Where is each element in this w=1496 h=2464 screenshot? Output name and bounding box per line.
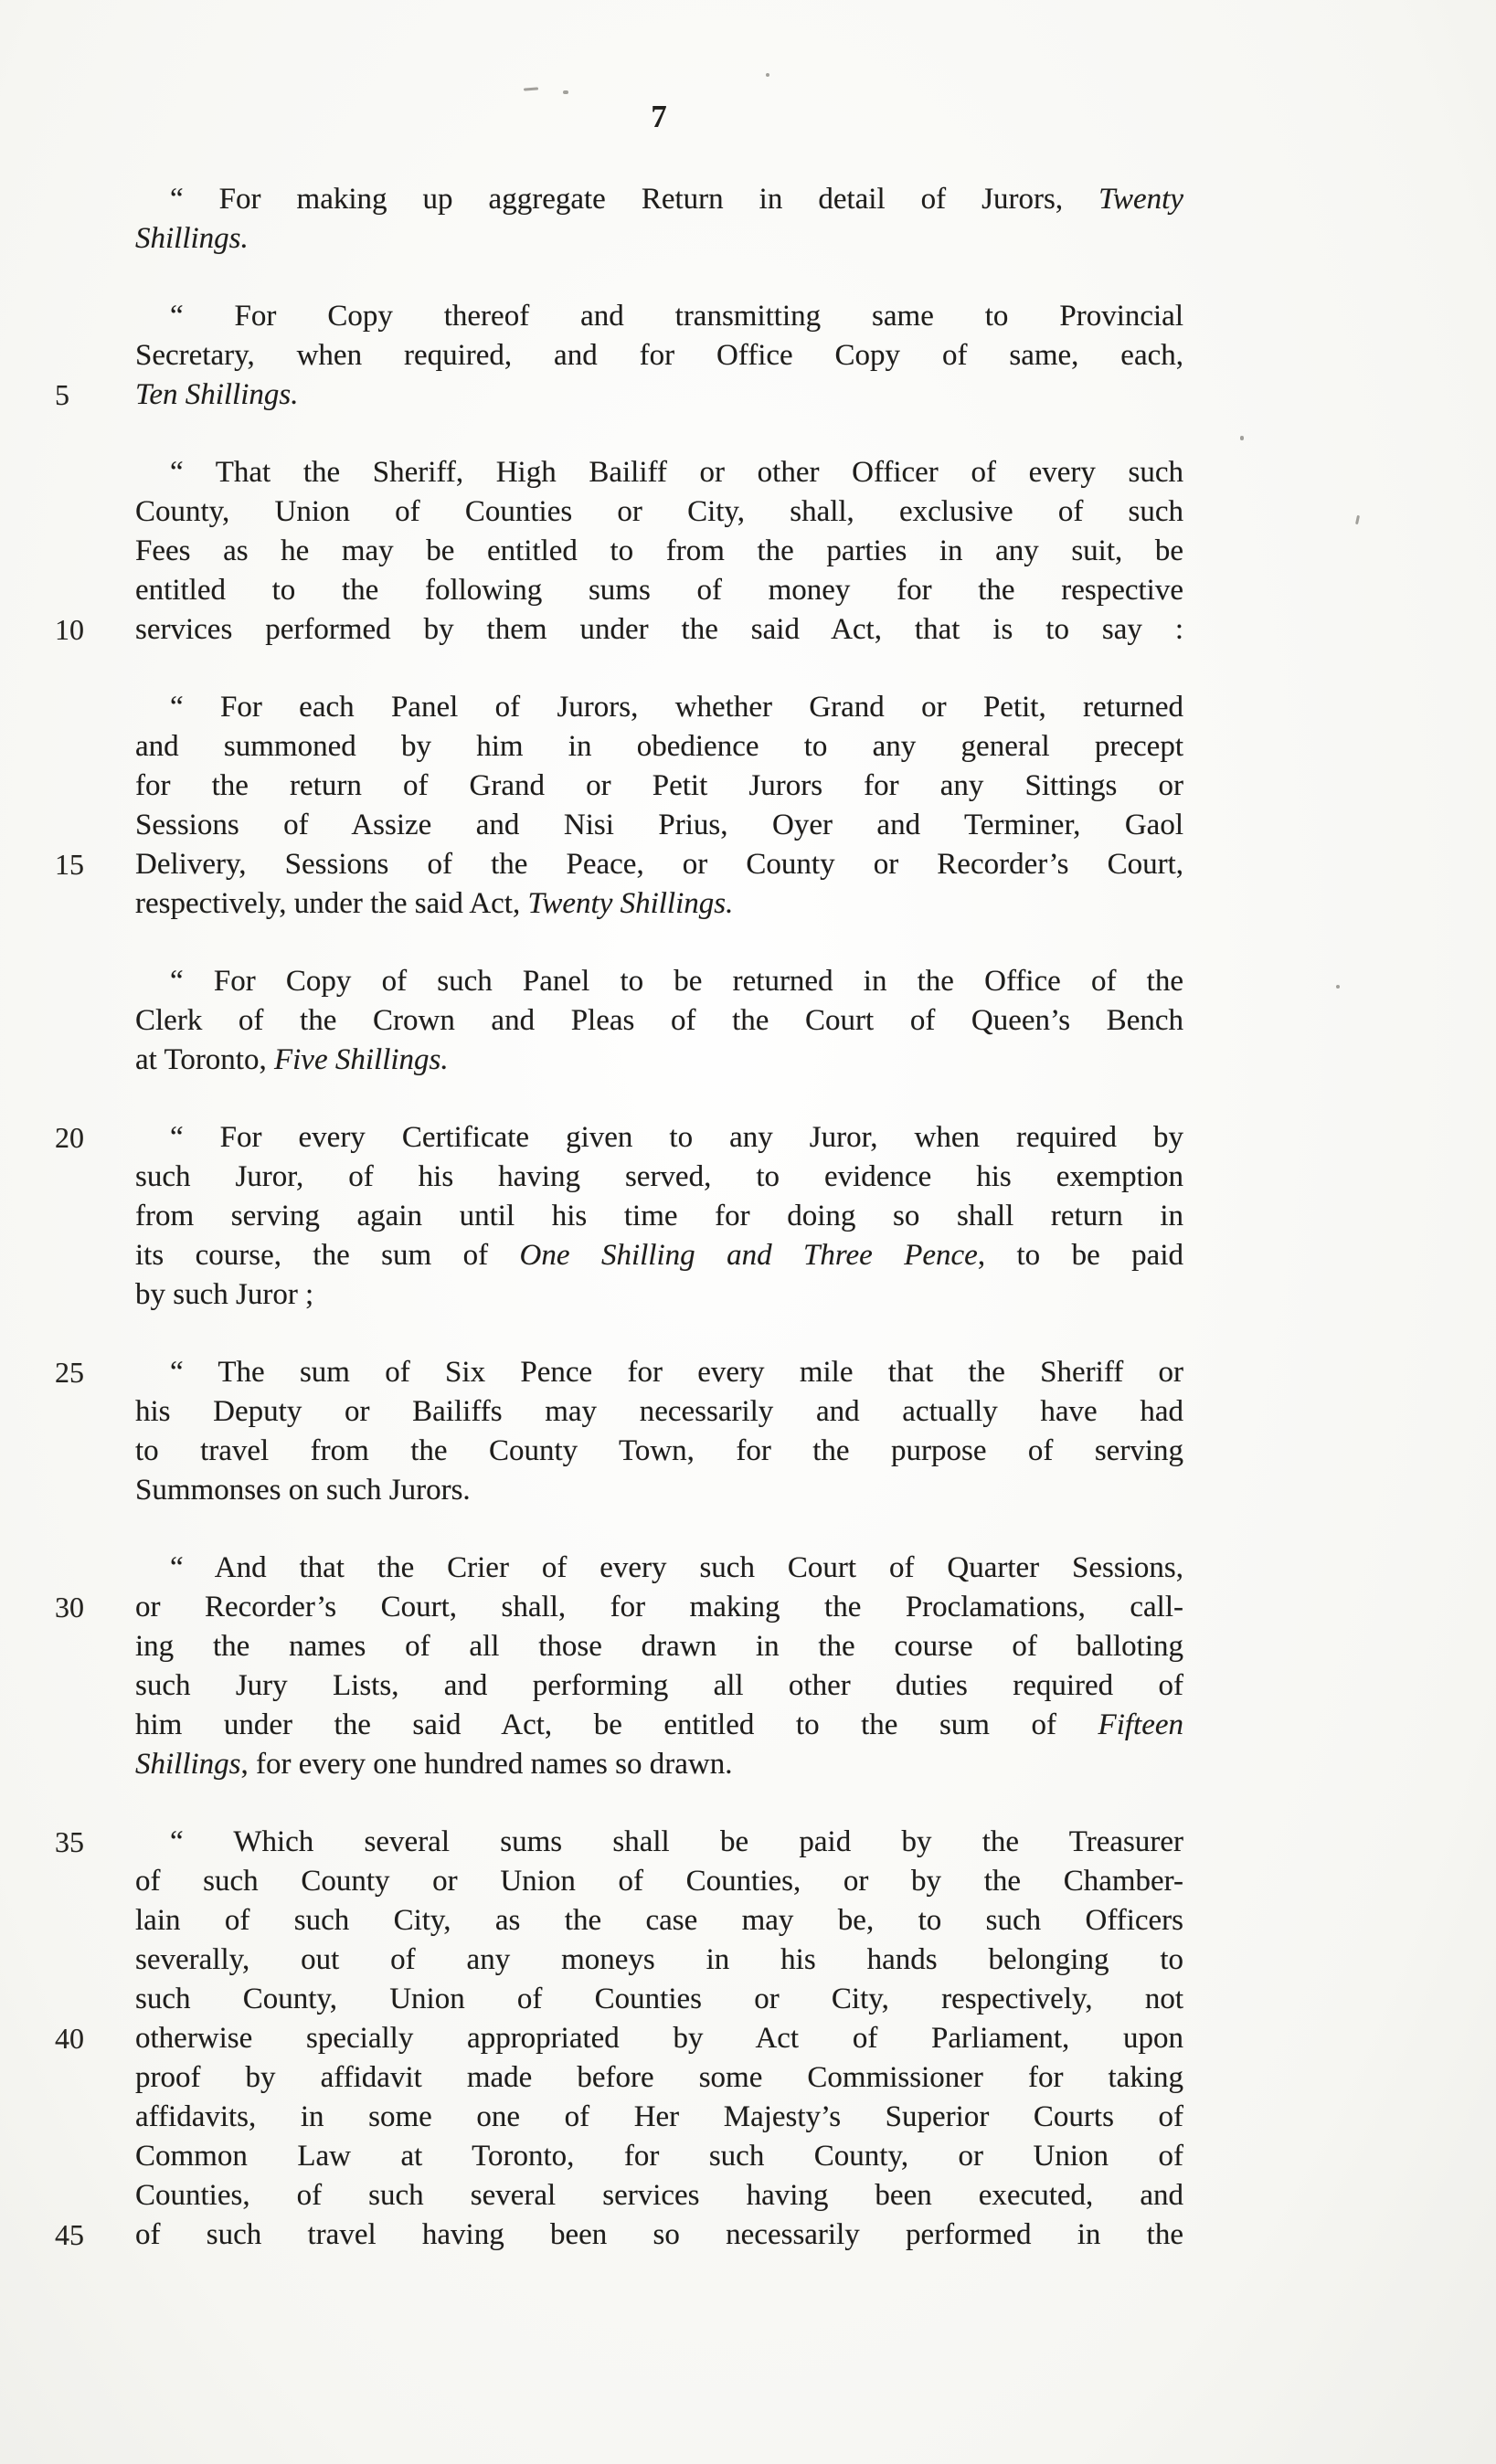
text-line	[135, 180, 1183, 219]
scan-artifact	[563, 90, 568, 94]
text-line	[135, 453, 1183, 492]
text-segment: “ For Copy thereof and transmitting same to Provincial	[170, 300, 1183, 333]
paragraph	[135, 180, 1183, 259]
scan-artifact	[524, 87, 538, 90]
text-line	[135, 688, 1183, 727]
text-segment: its course, the sum of	[135, 1239, 520, 1272]
text-line	[135, 1941, 1183, 1980]
text-segment: “ The sum of Six Pence for every mile that the Sheriff or	[170, 1356, 1183, 1389]
text-segment: Secretary, when required, and for Office Copy of same, each,	[135, 339, 1183, 372]
text-line	[135, 884, 1183, 924]
text-line	[135, 1001, 1183, 1041]
text-line	[135, 1549, 1183, 1588]
paragraph	[55, 297, 1183, 415]
text-line	[135, 767, 1183, 806]
text-line	[135, 1901, 1183, 1941]
text-segment: lain of such City, as the case may be, to such Officers	[135, 1904, 1183, 1937]
text-segment: Summonses on such Jurors.	[135, 1474, 471, 1507]
text-segment: him under the said Act, be entitled to the sum of	[135, 1708, 1098, 1741]
page-number: 7	[651, 99, 668, 134]
scan-artifact	[1355, 515, 1360, 524]
text-segment: Delivery, Sessions of the Peace, or County or Recorder’s Court,	[135, 848, 1183, 881]
text-segment: respectively, under the said Act,	[135, 887, 528, 920]
text-line	[55, 845, 1183, 884]
text-line	[135, 1158, 1183, 1197]
text-segment: at Toronto,	[135, 1043, 274, 1076]
text-line	[135, 1980, 1183, 2019]
text-segment: “ And that the Crier of every such Court of Quarter Sessions,	[170, 1551, 1183, 1584]
text-segment: Common Law at Toronto, for such County, or Union of	[135, 2140, 1183, 2173]
margin-line-number: 40	[55, 2022, 84, 2055]
text-segment: Clerk of the Crown and Pleas of the Court of Queen’s Bench	[135, 1004, 1183, 1037]
scan-artifact	[1240, 436, 1244, 440]
paragraph	[135, 962, 1183, 1080]
text-line	[55, 1353, 1183, 1392]
text-line	[135, 219, 1183, 259]
text-segment: from serving again until his time for doing so shall return in	[135, 1200, 1183, 1232]
margin-line-number: 5	[55, 378, 69, 411]
text-line	[135, 962, 1183, 1001]
text-line	[135, 1432, 1183, 1471]
text-segment: ing the names of all those drawn in the course of balloting	[135, 1630, 1183, 1663]
text-segment: his Deputy or Bailiffs may necessarily and actually have had	[135, 1395, 1183, 1428]
text-line	[135, 1666, 1183, 1706]
text-segment: services performed by them under the said Act, that is to say :	[135, 613, 1183, 646]
italic-text-segment: Shillings.	[135, 222, 249, 255]
text-segment: Sessions of Assize and Nisi Prius, Oyer and Terminer, Gaol	[135, 809, 1183, 841]
text-line	[135, 492, 1183, 532]
text-segment: severally, out of any moneys in his hands belonging to	[135, 1943, 1183, 1976]
text-segment: and summoned by him in obedience to any general precept	[135, 730, 1183, 763]
text-line	[135, 1706, 1183, 1745]
text-line	[135, 1275, 1183, 1315]
text-line	[135, 1745, 1183, 1784]
text-line	[135, 1627, 1183, 1666]
text-segment: Counties, of such several services having been executed, and	[135, 2179, 1183, 2212]
text-segment: to travel from the County Town, for the purpose of serving	[135, 1434, 1183, 1467]
text-segment: “ Which several sums shall be paid by the Treasurer	[170, 1825, 1183, 1858]
margin-line-number: 35	[55, 1825, 84, 1858]
text-segment: , for every one hundred names so drawn.	[240, 1748, 733, 1781]
text-line	[135, 2058, 1183, 2098]
text-segment: proof by affidavit made before some Commissioner for taking	[135, 2061, 1183, 2094]
text-segment: such County, Union of Counties or City, respectively, not	[135, 1983, 1183, 2015]
text-line	[55, 1118, 1183, 1158]
text-line	[135, 727, 1183, 767]
italic-text-segment: Twenty	[1098, 183, 1183, 216]
text-segment: “ For every Certificate given to any Juror, when required by	[170, 1121, 1183, 1154]
text-segment: by such Juror ;	[135, 1278, 314, 1311]
text-line	[135, 1041, 1183, 1080]
text-segment: otherwise specially appropriated by Act of Parliament, upon	[135, 2022, 1183, 2055]
text-segment: entitled to the following sums of money for the respective	[135, 574, 1183, 607]
scan-artifact	[1336, 985, 1340, 989]
text-segment: “ For making up aggregate Return in detail of Jurors,	[170, 183, 1099, 216]
scan-artifact	[766, 73, 769, 77]
paragraph	[55, 688, 1183, 924]
paragraph	[55, 453, 1183, 650]
text-line	[55, 1823, 1183, 1862]
document-text	[55, 180, 1183, 2293]
margin-line-number: 15	[55, 848, 84, 881]
text-line	[135, 1862, 1183, 1901]
margin-line-number: 30	[55, 1591, 84, 1623]
text-line	[55, 1588, 1183, 1627]
text-segment: or Recorder’s Court, shall, for making the Proclamations, call-	[135, 1591, 1183, 1623]
text-segment: “ That the Sheriff, High Bailiff or other Officer of every such	[170, 456, 1183, 489]
text-line	[55, 2215, 1183, 2255]
text-line	[135, 2137, 1183, 2176]
text-segment: such Jury Lists, and performing all other duties required of	[135, 1669, 1183, 1702]
italic-text-segment: Fifteen	[1098, 1708, 1183, 1741]
text-line	[135, 2098, 1183, 2137]
paragraph	[55, 1823, 1183, 2255]
text-line	[55, 375, 1183, 415]
text-line	[135, 2176, 1183, 2215]
paragraph	[55, 1549, 1183, 1784]
text-line	[55, 610, 1183, 650]
text-line	[135, 1236, 1183, 1275]
text-segment: “ For each Panel of Jurors, whether Grand or Petit, returned	[170, 691, 1183, 724]
text-segment: for the return of Grand or Petit Jurors for any Sittings or	[135, 769, 1183, 802]
italic-text-segment: Shillings	[135, 1748, 241, 1781]
margin-line-number: 10	[55, 613, 84, 646]
text-segment: affidavits, in some one of Her Majesty’s Superior Courts of	[135, 2100, 1183, 2133]
text-segment: of such County or Union of Counties, or by the Chamber-	[135, 1865, 1183, 1898]
margin-line-number: 45	[55, 2218, 84, 2251]
text-line	[135, 297, 1183, 336]
text-line	[135, 571, 1183, 610]
text-line	[135, 806, 1183, 845]
text-line	[135, 1197, 1183, 1236]
margin-line-number: 20	[55, 1121, 84, 1154]
text-line	[135, 1392, 1183, 1432]
text-segment: , to be paid	[977, 1239, 1183, 1272]
paragraph	[55, 1118, 1183, 1315]
italic-text-segment: One Shilling and Three Pence	[519, 1239, 978, 1272]
text-segment: such Juror, of his having served, to evidence his exemption	[135, 1160, 1183, 1193]
italic-text-segment: Five Shillings.	[273, 1043, 449, 1076]
italic-text-segment: Ten Shillings.	[135, 378, 299, 411]
text-segment: Fees as he may be entitled to from the parties in any suit, be	[135, 534, 1183, 567]
text-line	[55, 2019, 1183, 2058]
text-line	[135, 1471, 1183, 1510]
text-segment: of such travel having been so necessarily performed in the	[135, 2218, 1183, 2251]
text-line	[135, 532, 1183, 571]
margin-line-number: 25	[55, 1356, 84, 1389]
text-segment: “ For Copy of such Panel to be returned in the Office of the	[170, 965, 1183, 998]
italic-text-segment: Twenty Shillings.	[527, 887, 734, 920]
paragraph	[55, 1353, 1183, 1510]
text-segment: County, Union of Counties or City, shall, exclusive of such	[135, 495, 1183, 528]
text-line	[135, 336, 1183, 375]
